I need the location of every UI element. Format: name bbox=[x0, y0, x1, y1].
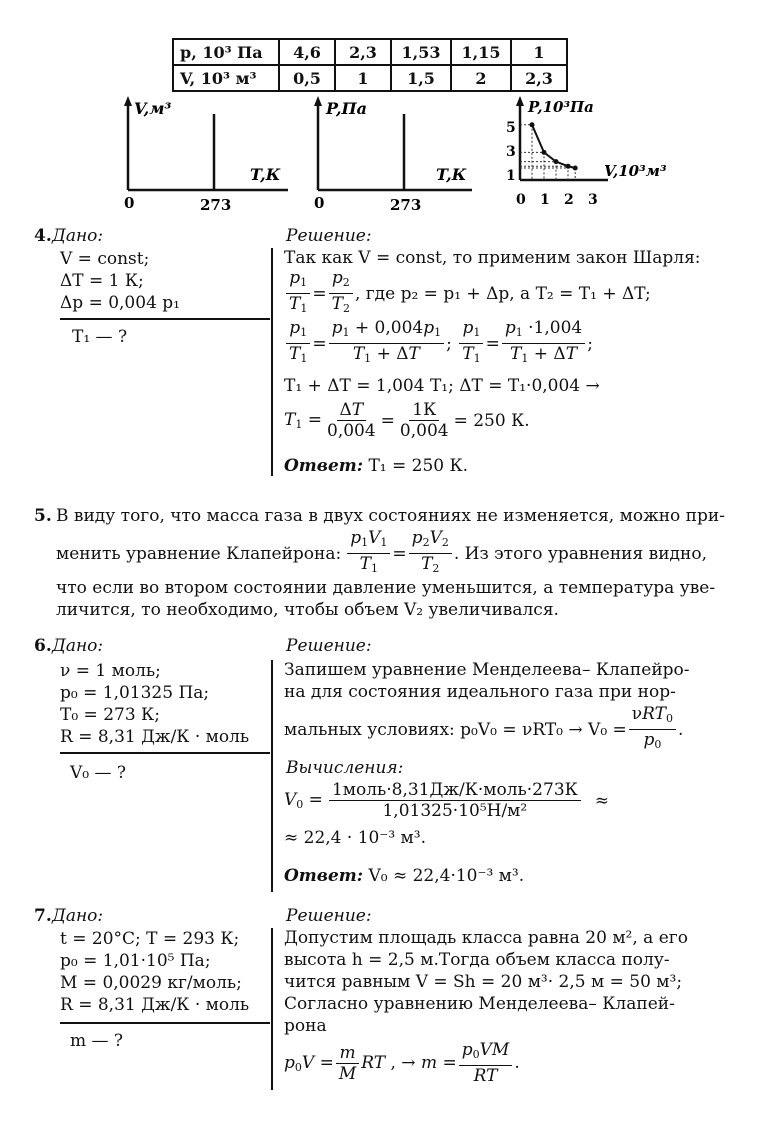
text-line: что если во втором состоянии давление уменьшится, а температура уве- bbox=[56, 578, 716, 598]
pressure-volume-table bbox=[172, 38, 568, 92]
answer-value: T₁ = 250 К. bbox=[368, 456, 469, 476]
formula-condition: , где p₂ = p₁ + Δp, а T₂ = T₁ + ΔT; bbox=[354, 283, 651, 304]
given-list bbox=[60, 248, 180, 314]
text-line: В виду того, что масса газа в двух состояниях не изменяется, можно при- bbox=[56, 506, 725, 526]
origin-label: 0 bbox=[124, 194, 135, 212]
y-axis-arrow bbox=[516, 96, 524, 106]
given-item: R = 8,31 Дж/К · моль bbox=[60, 995, 250, 1015]
table-cell: 2,3 bbox=[511, 65, 567, 91]
given-list bbox=[60, 928, 249, 1016]
formula-charles: $\frac{p_1}{T_1}$ = $\frac{p_2}{T_2}$ , где p₂ = p₁ + Δp, а T₂ = T₁ + ΔT; bbox=[284, 268, 651, 319]
text-fragment: . Из этого уравнения видно, bbox=[453, 543, 707, 564]
solution-line: рона bbox=[284, 1016, 327, 1036]
y-axis-arrow bbox=[314, 96, 322, 106]
given-item: V = const; bbox=[60, 249, 150, 269]
given-title: Дано: bbox=[52, 636, 104, 656]
problem-4-number: 4. bbox=[34, 226, 52, 246]
table-cell: 2 bbox=[451, 65, 511, 91]
divider bbox=[60, 318, 270, 320]
solution-line: высота h = 2,5 м.Тогда объем класса полу- bbox=[284, 950, 670, 970]
tick-label: 273 bbox=[390, 196, 422, 214]
text-line-formula: менить уравнение Клапейрона: $\frac{p_1V_1}{T_1}$ = $\frac{p_2V_2}{T_2}$ . Из этого уравнения видно, bbox=[56, 528, 707, 575]
text-fragment: менить уравнение Клапейрона: bbox=[56, 543, 342, 564]
answer-label: Ответ: bbox=[284, 456, 364, 476]
tick-label: 273 bbox=[200, 196, 232, 214]
table-cell: 1 bbox=[335, 65, 391, 91]
x-tick-label: 1 bbox=[540, 192, 550, 208]
solution-title: Решение: bbox=[286, 226, 372, 246]
y-tick-label: 1 bbox=[506, 168, 516, 184]
answer bbox=[284, 866, 524, 886]
find-value: V₀ — ? bbox=[70, 763, 127, 783]
solution-line: Согласно уравнению Менделеева– Клапей- bbox=[284, 994, 675, 1014]
solution-title: Решение: bbox=[286, 906, 372, 926]
given-item: ν = 1 моль; bbox=[60, 661, 161, 681]
table-cell: 1,15 bbox=[451, 39, 511, 65]
table-row bbox=[173, 39, 567, 65]
find-value: T₁ — ? bbox=[72, 327, 128, 347]
calc-denominator: 1,01325·10⁵Н/м² bbox=[382, 801, 528, 821]
column-divider bbox=[271, 660, 273, 892]
given-item: R = 8,31 Дж/К · моль bbox=[60, 727, 250, 747]
column-divider bbox=[271, 248, 273, 476]
problem-5-number: 5. bbox=[34, 506, 52, 526]
x-tick-label: 2 bbox=[564, 192, 574, 208]
given-item: t = 20°С; T = 293 К; bbox=[60, 929, 240, 949]
data-point bbox=[573, 166, 578, 171]
data-point bbox=[542, 150, 547, 155]
x-label: T,К bbox=[250, 165, 281, 184]
calc-title: Вычисления: bbox=[286, 758, 404, 778]
find-value: m — ? bbox=[70, 1031, 124, 1051]
problem-6-number: 6. bbox=[34, 636, 52, 656]
answer bbox=[284, 456, 468, 476]
formula-result: $T_1$ = $\frac{\Delta T}{0,004}$ = $\frac{1К}{0,004}$ = 250 К. bbox=[284, 400, 530, 441]
data-point bbox=[566, 164, 571, 169]
x-label: T,К bbox=[436, 165, 467, 184]
calc-numerator: 1моль·8,31Дж/К·моль·273К bbox=[329, 780, 581, 801]
formula-molar-volume: мальных условиях: p₀V₀ = νRT₀ → V₀ = $\frac{\nu RT_0}{p_0}$ . bbox=[284, 704, 684, 751]
solution-fragment: мальных условиях: p₀V₀ = νRT₀ → V₀ = bbox=[284, 719, 627, 740]
given-item: p₀ = 1,01·10⁵ Па; bbox=[60, 951, 211, 971]
origin-label: 0 bbox=[314, 194, 325, 212]
answer-label: Ответ: bbox=[284, 866, 364, 886]
given-item: p₀ = 1,01325 Па; bbox=[60, 683, 210, 703]
divider bbox=[60, 1022, 270, 1024]
divider bbox=[60, 752, 270, 754]
given-list bbox=[60, 660, 249, 748]
table-cell: 2,3 bbox=[335, 39, 391, 65]
y-label: P,Па bbox=[326, 99, 368, 118]
solution-title: Решение: bbox=[286, 636, 372, 656]
row-label: V, 10³ м³ bbox=[173, 65, 279, 91]
solution-line: на для состояния идеального газа при нор- bbox=[284, 682, 676, 702]
graph-v-t bbox=[110, 94, 300, 216]
table-cell: 1,53 bbox=[391, 39, 451, 65]
x-label: V,10³м³ bbox=[604, 162, 667, 180]
solution-line: Допустим площадь класса равна 20 м², а его bbox=[284, 928, 688, 948]
table-cell: 0,5 bbox=[279, 65, 335, 91]
given-item: ΔT = 1 К; bbox=[60, 271, 144, 291]
answer-value: V₀ ≈ 22,4·10⁻³ м³. bbox=[368, 866, 525, 886]
graph-p-v-isotherm bbox=[498, 94, 678, 216]
data-point bbox=[530, 122, 535, 127]
given-item: Δp = 0,004 p₁ bbox=[60, 293, 180, 313]
x-tick-label: 3 bbox=[588, 192, 598, 208]
table-cell: 1 bbox=[511, 39, 567, 65]
formula-mass: $p_0V$ = $\frac{m}{M}$ RT , → m = $\frac{p_0VM}{RT}$ . bbox=[284, 1040, 520, 1086]
column-divider bbox=[271, 928, 273, 1090]
solution-line: Так как V = const, то применим закон Шарля: bbox=[284, 248, 701, 268]
given-title: Дано: bbox=[52, 906, 104, 926]
given-title: Дано: bbox=[52, 226, 104, 246]
y-label: P,10³Па bbox=[528, 98, 594, 116]
formula-calculation: $V_0$ = $\frac{\text{1моль·8,31Дж/К·моль·273К}}{\text{1,01325·10⁵Н/м²}}$ ≈ bbox=[284, 780, 610, 821]
table-cell: 1,5 bbox=[391, 65, 451, 91]
y-tick-label: 3 bbox=[506, 144, 516, 160]
y-label: V,м³ bbox=[134, 99, 172, 118]
y-axis-arrow bbox=[124, 96, 132, 106]
table-row bbox=[173, 65, 567, 91]
formula-substitution: $\frac{p_1}{T_1}$ = $\frac{p_1 + 0,004p_1}{T_1 + \Delta T}$ ; $\frac{p_1}{T_1}$ = $\frac{p_1 \cdot 1,004}{T_1 + \Delta T}$ ; bbox=[284, 318, 593, 369]
problem-7-number: 7. bbox=[34, 906, 52, 926]
table-cell: 4,6 bbox=[279, 39, 335, 65]
text-line: личится, то необходимо, чтобы объем V₂ увеличивался. bbox=[56, 600, 559, 620]
graph-p-t bbox=[300, 94, 490, 216]
y-tick-label: 5 bbox=[506, 120, 516, 136]
x-tick-label: 0 bbox=[516, 192, 526, 208]
solution-line: Запишем уравнение Менделеева– Клапейро- bbox=[284, 660, 690, 680]
solution-line: T₁ + ΔT = 1,004 T₁; ΔT = T₁·0,004 → bbox=[284, 376, 600, 396]
given-item: T₀ = 273 К; bbox=[60, 705, 160, 725]
result-value: = 250 К. bbox=[453, 410, 530, 431]
data-point bbox=[554, 159, 559, 164]
given-item: M = 0,0029 кг/моль; bbox=[60, 973, 242, 993]
row-label: p, 10³ Па bbox=[173, 39, 279, 65]
calc-result: ≈ 22,4 · 10⁻³ м³. bbox=[284, 828, 426, 848]
solution-line: чится равным V = Sh = 20 м³· 2,5 м = 50 м³; bbox=[284, 972, 683, 992]
